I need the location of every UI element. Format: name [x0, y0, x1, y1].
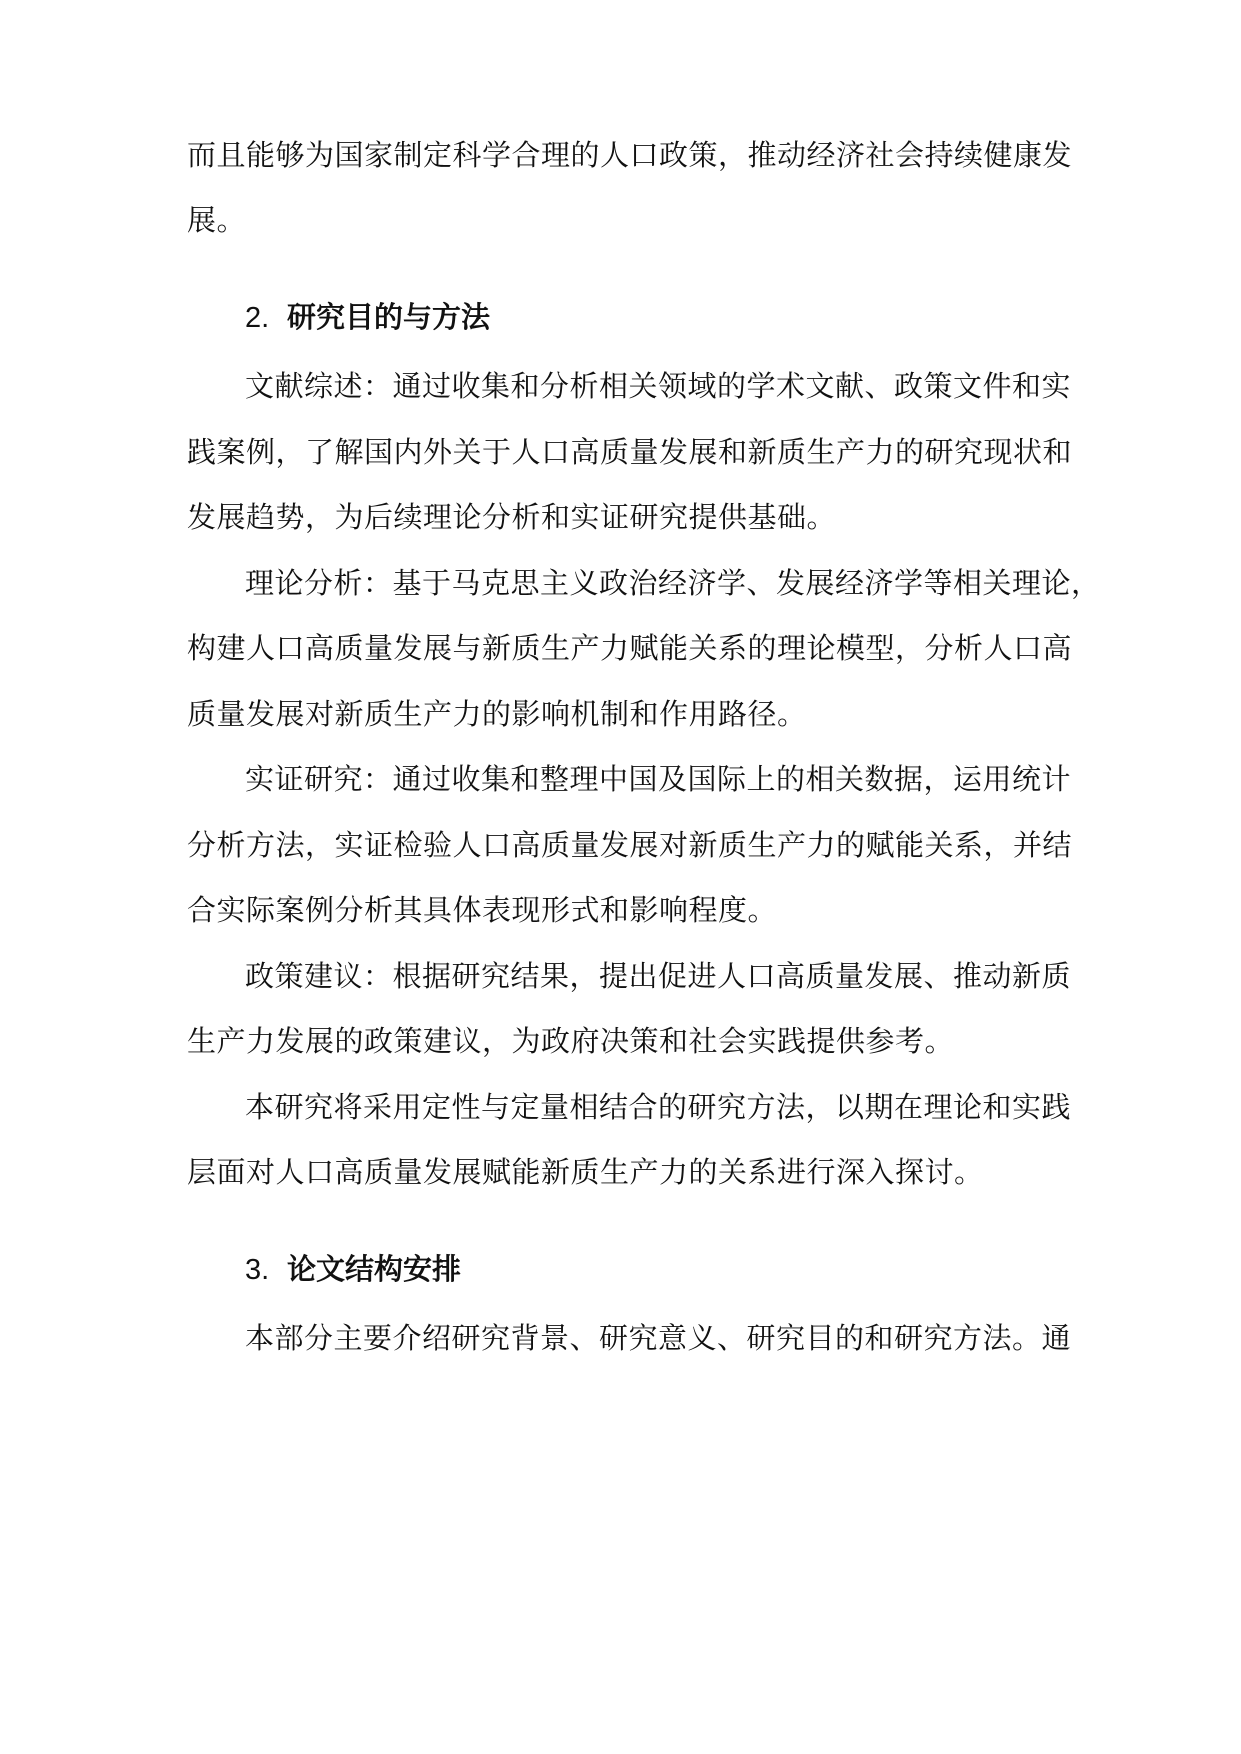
- paragraph-line: 展。: [187, 203, 247, 237]
- section-title: 研究目的与方法: [287, 300, 491, 334]
- paragraph-line: 合实际案例分析其具体表现形式和影响程度。: [187, 893, 778, 927]
- section-heading-3: [245, 1249, 461, 1290]
- paragraph-line: 分析方法，实证检验人口高质量发展对新质生产力的赋能关系，并结: [187, 828, 1073, 862]
- section-number: 3.: [245, 1254, 270, 1286]
- paragraph-line: 发展趋势，为后续理论分析和实证研究提供基础。: [187, 500, 837, 534]
- paragraph-line: 本部分主要介绍研究背景、研究意义、研究目的和研究方法。通: [245, 1321, 1072, 1355]
- paragraph-line: 而且能够为国家制定科学合理的人口政策，推动经济社会持续健康发: [187, 138, 1073, 172]
- paragraph-line: 实证研究：通过收集和整理中国及国际上的相关数据，运用统计: [245, 762, 1072, 796]
- section-title: 论文结构安排: [287, 1252, 462, 1286]
- section-number: 2.: [245, 302, 270, 334]
- paragraph-line: 生产力发展的政策建议，为政府决策和社会实践提供参考。: [187, 1024, 955, 1058]
- paragraph-line: 理论分析：基于马克思主义政治经济学、发展经济学等相关理论，: [245, 566, 1101, 600]
- paragraph-line: 践案例，了解国内外关于人口高质量发展和新质生产力的研究现状和: [187, 435, 1073, 469]
- paragraph-line: 构建人口高质量发展与新质生产力赋能关系的理论模型，分析人口高: [187, 631, 1073, 665]
- paragraph-line: 层面对人口高质量发展赋能新质生产力的关系进行深入探讨。: [187, 1155, 984, 1189]
- paragraph-line: 文献综述：通过收集和分析相关领域的学术文献、政策文件和实: [245, 369, 1072, 403]
- section-heading-2: [245, 297, 490, 338]
- paragraph-line: 本研究将采用定性与定量相结合的研究方法，以期在理论和实践: [245, 1090, 1072, 1124]
- paragraph-line: 质量发展对新质生产力的影响机制和作用路径。: [187, 697, 807, 731]
- paragraph-line: 政策建议：根据研究结果，提出促进人口高质量发展、推动新质: [245, 959, 1072, 993]
